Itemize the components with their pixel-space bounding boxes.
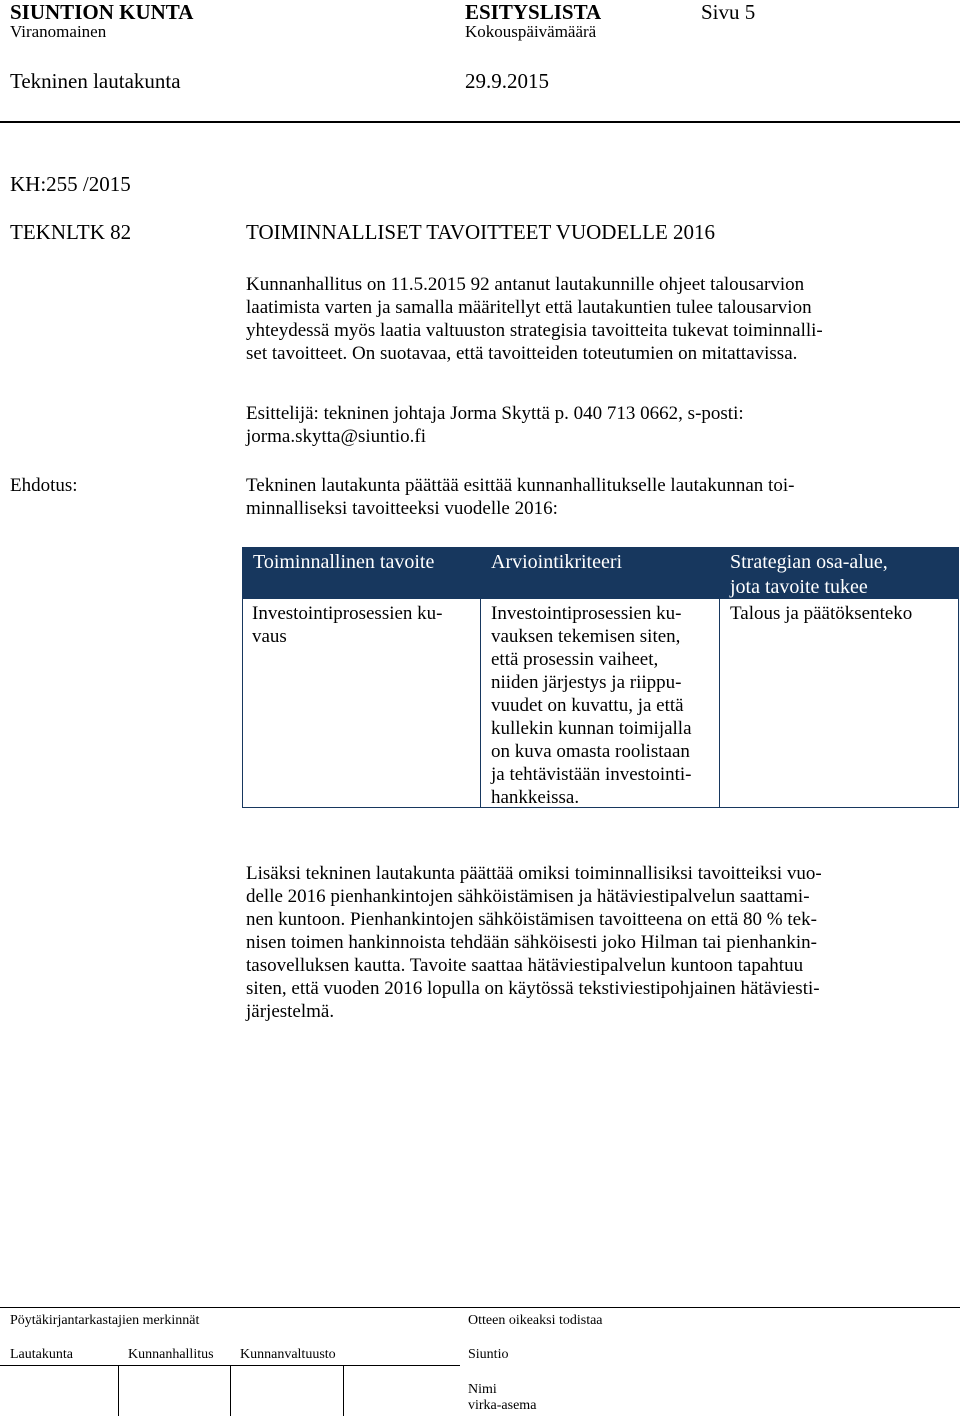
intro-line: set tavoitteet. On suotavaa, että tavoitteiden toteutumien on mitattavissa.	[246, 343, 798, 364]
proposal-text	[246, 474, 794, 520]
table-cell-objective: Investointiprosessien ku- vaus	[252, 603, 443, 647]
additional-line: delle 2016 pienhankintojen sähköistämisen ja hätäviestipalvelun saattami-	[246, 886, 810, 907]
presenter-info	[246, 402, 744, 448]
section-number: TEKNLTK 82	[10, 220, 132, 244]
proposal-line: Tekninen lautakunta päättää esittää kunnanhallitukselle lautakunnan toi-	[246, 475, 795, 496]
additional-paragraph	[246, 862, 822, 1023]
footer-divider	[0, 1307, 960, 1308]
footer-position-label: virka-asema	[468, 1398, 537, 1413]
additional-line: tasovelluksen kautta. Tavoite saattaa hätäviestipalvelun kuntoon tapahtuu	[246, 955, 804, 976]
certified-label: Otteen oikeaksi todistaa	[468, 1313, 603, 1328]
footer-col-board: Lautakunta	[10, 1347, 73, 1362]
table-border	[719, 599, 720, 808]
proposal-line: minnalliseksi tavoitteeksi vuodelle 2016:	[246, 498, 558, 519]
footer-grid-line	[343, 1365, 344, 1416]
footer-grid-line	[118, 1365, 119, 1416]
authority: Tekninen lautakunta	[10, 69, 181, 93]
intro-line: laatimista varten ja samalla määritellyt että lautakuntien tulee talousarvion	[246, 297, 812, 318]
doc-type: ESITYSLISTA	[465, 0, 602, 24]
header-strategy-area: Strategian osa-alue, jota tavoite tukee	[730, 551, 888, 598]
meeting-date: 29.9.2015	[465, 69, 549, 93]
footer-place: Siuntio	[468, 1347, 509, 1362]
table-cell-criteria: Investointiprosessien ku- vauksen tekemisen siten, että prosessin vaiheet, niiden järjestys ja riippu- vuudet on kuvattu, ja että kullekin kunnan toimijalla on kuva omasta roolistaan ja tehtävistään investointi- hankkeissa.	[491, 603, 692, 808]
additional-line: siten, että vuoden 2016 lopulla on käytössä tekstiviestipohjainen hätäviesti-	[246, 978, 820, 999]
additional-line: nen kuntoon. Pienhankintojen sähköistämisen tavoitteena on että 80 % tek-	[246, 909, 817, 930]
presenter-line: Esittelijä: tekninen johtaja Jorma Skyttä p. 040 713 0662, s-posti:	[246, 403, 744, 424]
authority-label: Viranomainen	[10, 22, 107, 41]
footer-grid-line	[230, 1365, 231, 1416]
objectives-table	[242, 547, 959, 808]
intro-line: Kunnanhallitus on 11.5.2015 92 antanut lautakunnille ohjeet talousarvion	[246, 274, 805, 295]
case-reference: KH:255 /2015	[10, 172, 131, 196]
header-objective: Toiminnallinen tavoite	[253, 551, 435, 573]
header-divider	[0, 121, 960, 123]
additional-line: nisen toimen hankinnoista tehdään sähköisesti joko Hilman tai pienhankin-	[246, 932, 817, 953]
date-label: Kokouspäivämäärä	[465, 22, 597, 41]
additional-line: Lisäksi tekninen lautakunta päättää omiksi toiminnallisiksi tavoitteiksi vuo-	[246, 863, 822, 884]
table-border	[958, 599, 959, 808]
header-criteria: Arviointikriteeri	[491, 551, 623, 573]
inspectors-label: Pöytäkirjantarkastajien merkinnät	[10, 1313, 200, 1328]
table-border	[480, 599, 481, 808]
proposal-label: Ehdotus:	[10, 475, 78, 496]
table-border	[242, 599, 243, 808]
intro-paragraph	[246, 273, 823, 365]
table-cell-strategy-area: Talous ja päätöksenteko	[730, 603, 913, 624]
footer-col-council: Kunnanvaltuusto	[240, 1347, 336, 1362]
additional-line: järjestelmä.	[246, 1001, 335, 1022]
footer-col-executive: Kunnanhallitus	[128, 1347, 214, 1362]
presenter-email: jorma.skytta@siuntio.fi	[246, 426, 427, 447]
org-name: SIUNTION KUNTA	[10, 0, 194, 24]
page-number: Sivu 5	[701, 0, 756, 24]
footer-name-label: Nimi	[468, 1382, 497, 1397]
case-title: TOIMINNALLISET TAVOITTEET VUODELLE 2016	[246, 220, 716, 244]
intro-line: yhteydessä myös laatia valtuuston strategisia tavoitteita tukevat toiminnalli-	[246, 320, 823, 341]
